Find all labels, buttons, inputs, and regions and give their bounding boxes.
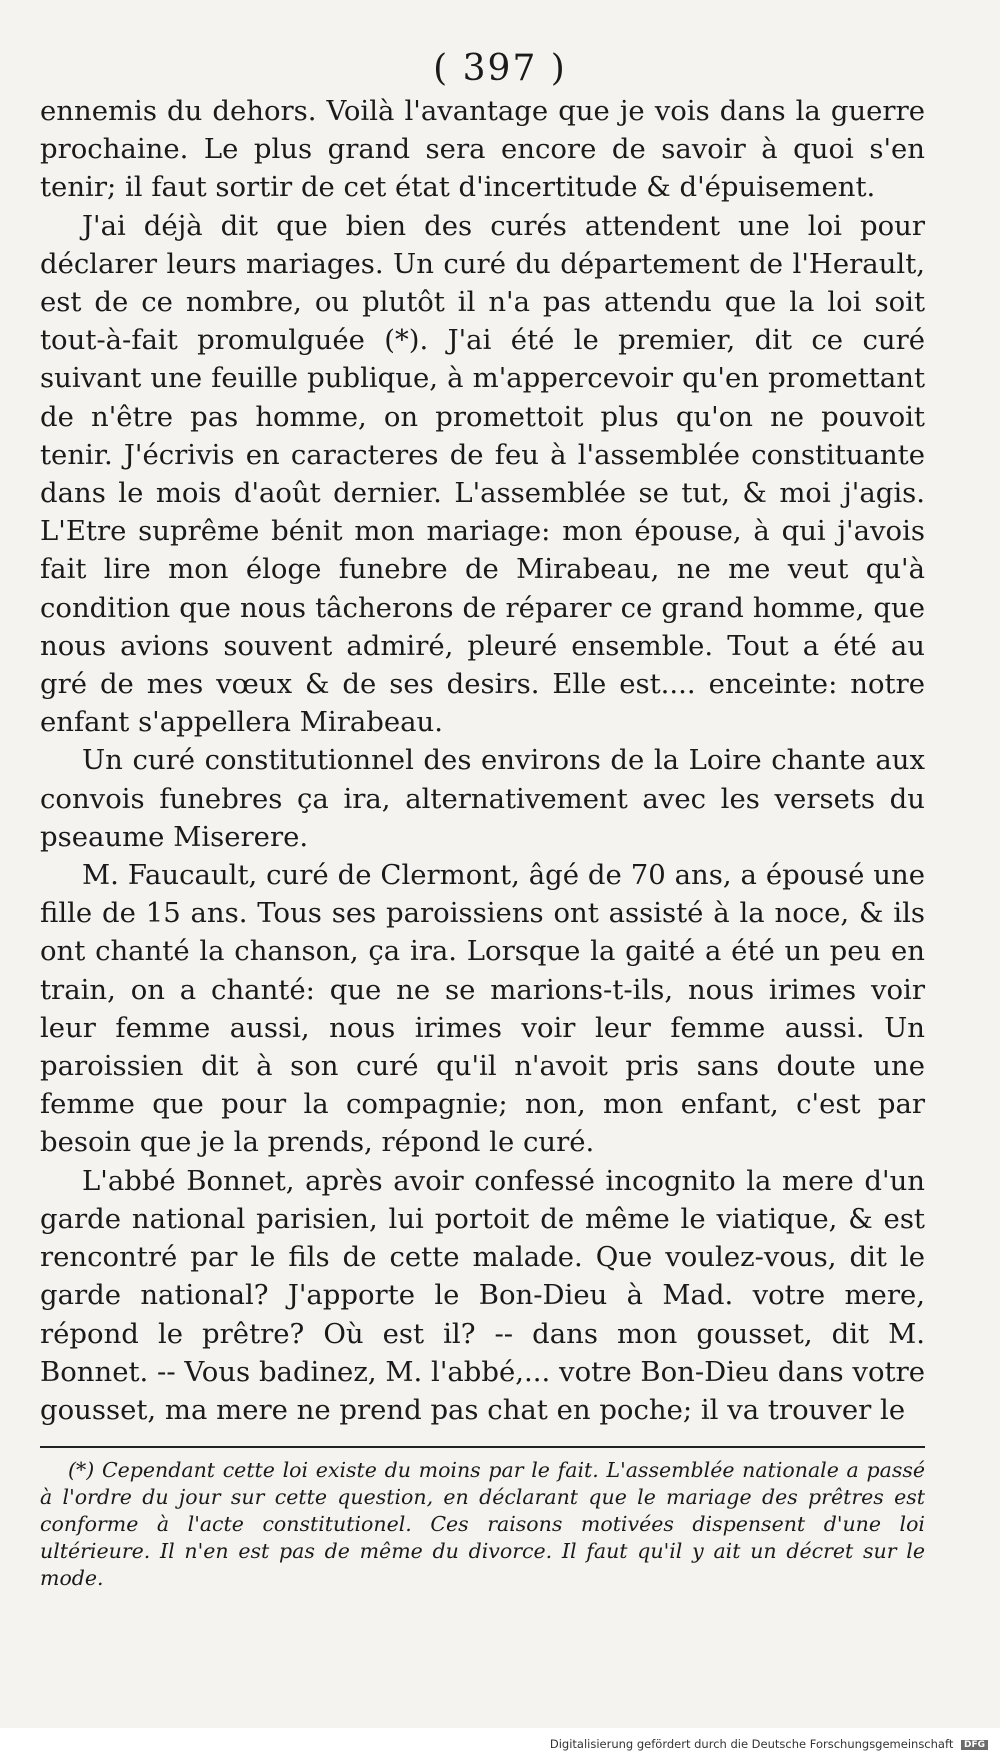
paragraph: ennemis du dehors. Voilà l'avantage que je vois dans la guerre prochaine. Le plus grand sera encore de savoir à quoi s'en tenir; il faut sortir de cet état d'incertitude & d'épuisement. [40,95,925,204]
footer-credit-text: Digitalisierung gefördert durch die Deutsche Forschungsgemeinschaft [549,1737,954,1751]
page-number: ( 397 ) [433,48,567,89]
footer-credit [550,1737,988,1751]
paragraph: L'abbé Bonnet, après avoir confessé incognito la mere d'un garde national parisien, lui portoit de même le viatique, & est rencontré par le fils de cette malade. Que voulez-vous, dit le garde national? J'apporte le Bon-Dieu à Mad. votre mere, répond le prêtre? Où est il? -- dans mon gousset, dit M. Bonnet. -- Vous badinez, M. l'abbé,... votre Bon-Dieu dans votre gousset, ma mere ne prend pas chat en poche; il va trouver le [40,1164,925,1426]
paragraph: M. Faucault, curé de Clermont, âgé de 70 ans, a épousé une fille de 15 ans. Tous ses paroissiens ont assisté à la noce, & ils ont chanté la chanson, ça ira. Lorsque la gaité a été un peu en train, on a chanté: que ne se marions-t-ils, nous irimes voir leur femme aussi, nous irimes voir leur femme aussi. Un paroissien dit à son curé qu'il n'avoit pris sans doute une femme que pour la compagnie; non, mon enfant, c'est par besoin que je la prends, répond le curé. [40,859,925,1159]
footnote-divider [40,1446,925,1448]
main-text [40,92,925,1429]
dfg-logo-icon: DFG [961,1740,988,1750]
paragraph: Un curé constitutionnel des environs de la Loire chante aux convois funebres ça ira, alternativement avec les versets du pseaume Miserere. [40,744,925,853]
digitization-footer [0,1728,1000,1758]
paragraph: J'ai déjà dit que bien des curés attendent une loi pour déclarer leurs mariages. Un curé du département de l'Herault, est de ce nombre, ou plutôt il n'a pas attendu que la loi soit tout-à-fait promulguée (*). J'ai été le premier, dit ce curé suivant une feuille publique, à m'appercevoir qu'en promettant de n'être pas homme, on promettoit plus qu'on ne pouvoit tenir. J'écrivis en caracteres de feu à l'assemblée constituante dans le mois d'août dernier. L'assemblée se tut, & moi j'agis. L'Etre suprême bénit mon mariage: mon épouse, à qui j'avois fait lire mon éloge funebre de Mirabeau, ne me veut qu'à condition que nous tâcherons de réparer ce grand homme, que nous avions souvent admiré, pleuré ensemble. Tout a été au gré de mes vœux & de ses desirs. Elle est.... enceinte: notre enfant s'appellera Mirabeau. [40,209,925,739]
footnote: (*) Cependant cette loi existe du moins par le fait. L'assemblée nationale a passé à l'ordre du jour sur cette question, en déclarant que le mariage des prêtres est conforme à l'acte constitutionel. Ces raisons motivées dispensent d'une loi ultérieure. Il n'en est pas de même du divorce. Il faut qu'il y ait un décret sur le mode. [40,1458,925,1590]
